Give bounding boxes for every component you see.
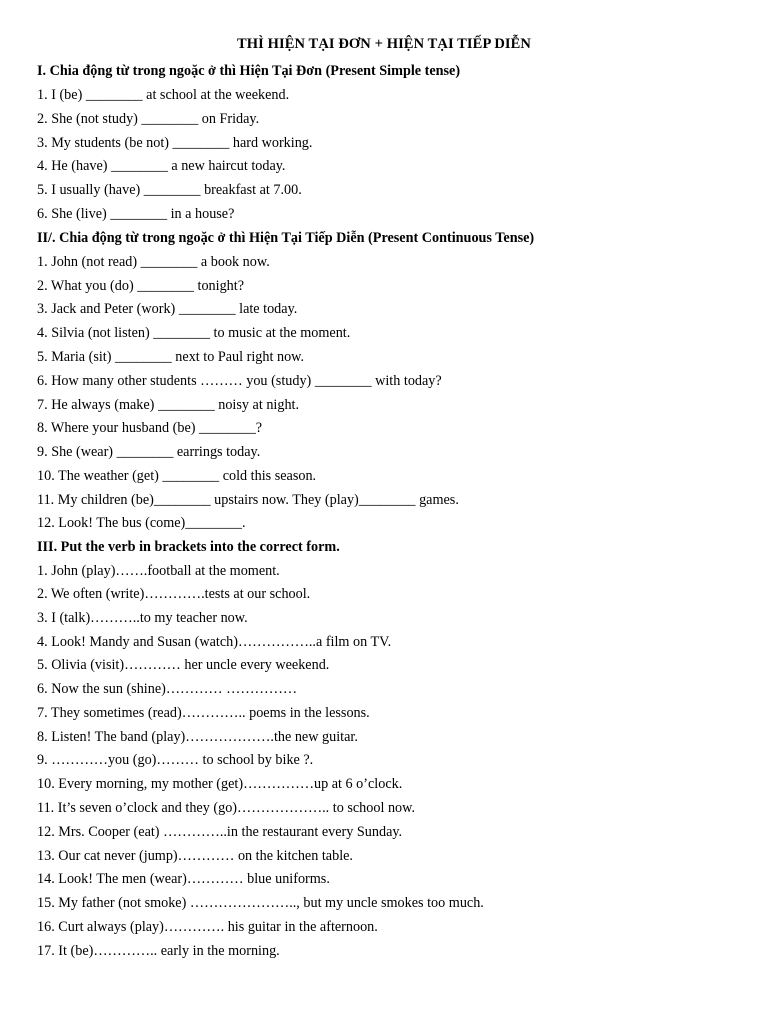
exercise-item: 3. Jack and Peter (work) ________ late today. <box>37 301 298 317</box>
exercise-item: 8. Where your husband (be) ________? <box>37 420 263 436</box>
section-heading-1: I. Chia động từ trong ngoặc ở thì Hiện Tại Đơn (Present Simple tense) <box>37 63 461 79</box>
exercise-item: 12. Look! The bus (come)________. <box>37 515 246 531</box>
exercise-item: 2. She (not study) ________ on Friday. <box>37 111 260 127</box>
exercise-item: 4. He (have) ________ a new haircut today. <box>37 158 286 174</box>
exercise-item: 4. Silvia (not listen) ________ to music at the moment. <box>37 325 351 341</box>
exercise-item: 2. What you (do) ________ tonight? <box>37 278 245 294</box>
exercise-item: 5. Olivia (visit)………… her uncle every weekend. <box>37 657 330 673</box>
exercise-item: 2. We often (write)………….tests at our school. <box>37 586 311 602</box>
exercise-item: 6. She (live) ________ in a house? <box>37 206 235 222</box>
section-heading-2: II/. Chia động từ trong ngoặc ở thì Hiện Tại Tiếp Diễn (Present Continuous Tense) <box>37 230 535 246</box>
exercise-item: 12. Mrs. Cooper (eat) …………..in the restaurant every Sunday. <box>37 824 403 840</box>
page-title: THÌ HIỆN TẠI ĐƠN + HIỆN TẠI TIẾP DIỄN <box>237 36 531 52</box>
exercise-item: 16. Curt always (play)…………. his guitar in the afternoon. <box>37 919 378 935</box>
exercise-item: 1. I (be) ________ at school at the weekend. <box>37 87 290 103</box>
exercise-item: 11. It’s seven o’clock and they (go)……………….. to school now. <box>37 800 416 816</box>
exercise-item: 3. My students (be not) ________ hard working. <box>37 135 313 151</box>
exercise-item: 4. Look! Mandy and Susan (watch)……………..a film on TV. <box>37 634 392 650</box>
exercise-item: 10. The weather (get) ________ cold this season. <box>37 468 317 484</box>
exercise-item: 1. John (play)…….football at the moment. <box>37 563 280 579</box>
exercise-item: 1. John (not read) ________ a book now. <box>37 254 270 270</box>
exercise-item: 10. Every morning, my mother (get)……………up at 6 o’clock. <box>37 776 403 792</box>
exercise-item: 9. …………you (go)……… to school by bike ?. <box>37 752 314 768</box>
exercise-item: 5. Maria (sit) ________ next to Paul right now. <box>37 349 305 365</box>
exercise-item: 8. Listen! The band (play)……………….the new guitar. <box>37 729 358 745</box>
exercise-item: 15. My father (not smoke) ………………….., but my uncle smokes too much. <box>37 895 484 911</box>
exercise-item: 3. I (talk)………..to my teacher now. <box>37 610 248 626</box>
exercise-item: 5. I usually (have) ________ breakfast at 7.00. <box>37 182 302 198</box>
exercise-item: 13. Our cat never (jump)………… on the kitchen table. <box>37 848 353 864</box>
exercise-item: 14. Look! The men (wear)………… blue uniforms. <box>37 871 330 887</box>
exercise-item: 6. How many other students ……… you (study) ________ with today? <box>37 373 442 389</box>
section-heading-3: III. Put the verb in brackets into the correct form. <box>37 539 340 555</box>
exercise-item: 9. She (wear) ________ earrings today. <box>37 444 261 460</box>
exercise-item: 7. He always (make) ________ noisy at night. <box>37 397 300 413</box>
exercise-item: 17. It (be)………….. early in the morning. <box>37 943 280 959</box>
exercise-item: 7. They sometimes (read)………….. poems in the lessons. <box>37 705 370 721</box>
exercise-item: 11. My children (be)________ upstairs now. They (play)________ games. <box>37 492 459 508</box>
exercise-item: 6. Now the sun (shine)………… …………… <box>37 681 298 697</box>
